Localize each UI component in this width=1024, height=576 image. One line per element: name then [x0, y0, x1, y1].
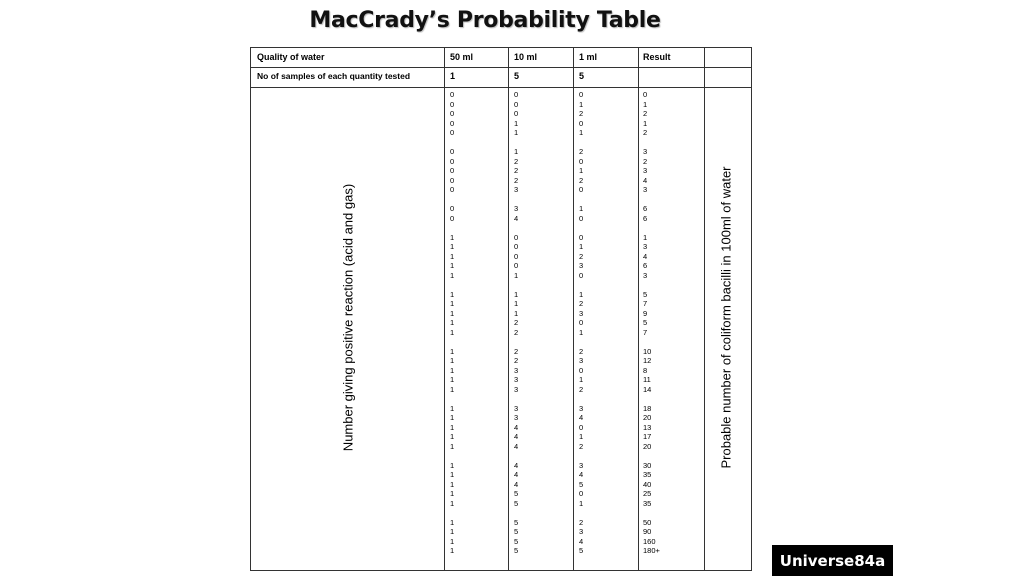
table-divider: [444, 48, 445, 570]
table-cell: 2: [579, 346, 584, 356]
table-cell: 3: [514, 403, 519, 413]
table-cell: 2: [514, 318, 519, 327]
table-cell: 0: [450, 90, 455, 99]
table-cell: 1: [643, 99, 648, 109]
column-1ml: [579, 90, 583, 565]
table-cell: 2: [514, 166, 519, 175]
value-group: [450, 290, 454, 338]
header-50ml: 50 ml: [450, 52, 474, 62]
table-cell: 180+: [643, 546, 660, 555]
table-cell: 2: [514, 346, 519, 356]
table-divider: [638, 48, 639, 570]
table-cell: 3: [514, 185, 519, 194]
table-cell: 4: [643, 175, 648, 185]
table-cell: 4: [643, 251, 648, 261]
table-cell: 1: [643, 118, 648, 128]
value-group: [579, 204, 583, 223]
table-cell: 1: [514, 299, 519, 308]
table-cell: 3: [643, 242, 648, 251]
table-cell: 1: [450, 242, 455, 251]
table-cell: 1: [450, 536, 455, 546]
value-group: [450, 461, 454, 509]
table-cell: 3: [579, 403, 584, 413]
table-cell: 0: [514, 251, 519, 261]
watermark-badge: Universe84a: [772, 545, 893, 576]
table-cell: 5: [514, 498, 519, 508]
table-cell: 1: [579, 99, 584, 109]
table-cell: 3: [643, 270, 648, 280]
table-divider: [704, 48, 705, 570]
header-10ml: 10 ml: [514, 52, 538, 62]
table-cell: 4: [514, 432, 519, 441]
probability-table: [250, 47, 752, 571]
table-cell: 4: [514, 479, 519, 489]
table-cell: 1: [450, 261, 455, 270]
table-cell: 3: [514, 204, 519, 213]
table-cell: 1: [579, 204, 584, 213]
table-cell: 4: [514, 460, 519, 470]
table-cell: 2: [514, 327, 519, 337]
table-cell: 5: [514, 546, 519, 555]
table-cell: 0: [514, 232, 519, 242]
table-cell: 10: [643, 346, 652, 356]
table-cell: 1: [450, 470, 455, 479]
table-cell: 0: [514, 90, 519, 99]
value-group: [643, 290, 660, 338]
table-cell: 1: [514, 128, 519, 137]
table-cell: 90: [643, 527, 652, 536]
column-10ml: [514, 90, 518, 565]
left-rotated-label: Number giving positive reaction (acid and gas): [340, 183, 356, 452]
table-cell: 0: [450, 118, 455, 128]
table-cell: 3: [643, 166, 648, 175]
slide-title: MacCrady’s Probability Table: [309, 8, 661, 33]
table-cell: 1: [579, 166, 584, 175]
value-group: [643, 147, 660, 195]
table-cell: 20: [643, 441, 652, 451]
table-cell: 1: [450, 441, 455, 451]
table-cell: 0: [579, 489, 584, 498]
table-cell: 5: [514, 517, 519, 527]
table-cell: 3: [514, 413, 519, 422]
value-group: [514, 404, 518, 452]
table-cell: 50: [643, 517, 652, 527]
table-cell: 5: [514, 536, 519, 546]
value-group: [579, 518, 583, 556]
table-cell: 1: [450, 489, 455, 498]
table-cell: 6: [643, 204, 648, 213]
table-cell: 0: [450, 185, 455, 194]
table-cell: 4: [579, 413, 584, 422]
value-group: [450, 204, 454, 223]
table-cell: 2: [643, 128, 648, 137]
table-cell: 3: [579, 308, 584, 318]
table-cell: 1: [450, 365, 455, 375]
table-cell: 1: [450, 232, 455, 242]
table-cell: 3: [514, 384, 519, 394]
table-cell: 2: [643, 156, 648, 166]
table-cell: 0: [643, 90, 648, 99]
value-group: [643, 347, 660, 395]
table-cell: 8: [643, 365, 648, 375]
table-cell: 0: [450, 128, 455, 137]
samples-label: No of samples of each quantity tested: [257, 71, 411, 81]
table-cell: 5: [514, 527, 519, 536]
table-cell: 2: [579, 175, 584, 185]
table-cell: 1: [643, 232, 648, 242]
table-cell: 17: [643, 432, 652, 441]
table-cell: 4: [514, 213, 519, 223]
value-group: [514, 90, 518, 138]
table-cell: 1: [450, 479, 455, 489]
table-cell: 6: [643, 213, 648, 223]
table-cell: 1: [450, 346, 455, 356]
table-cell: 0: [579, 213, 584, 223]
table-cell: 1: [450, 299, 455, 308]
value-group: [643, 461, 660, 509]
table-cell: 1: [579, 242, 584, 251]
table-cell: 1: [579, 128, 584, 137]
table-cell: 0: [514, 99, 519, 109]
table-cell: 1: [514, 289, 519, 299]
table-cell: 2: [579, 147, 584, 156]
table-cell: 1: [450, 308, 455, 318]
value-group: [579, 147, 583, 195]
table-cell: 1: [450, 403, 455, 413]
table-cell: 4: [514, 422, 519, 432]
table-cell: 0: [579, 270, 584, 280]
table-cell: 0: [579, 318, 584, 327]
table-cell: 1: [514, 147, 519, 156]
value-group: [450, 90, 454, 138]
table-cell: 1: [450, 375, 455, 384]
table-cell: 1: [450, 498, 455, 508]
header-1ml: 1 ml: [579, 52, 598, 62]
table-cell: 0: [450, 204, 455, 213]
table-cell: 14: [643, 384, 652, 394]
table-cell: 160: [643, 536, 656, 546]
table-cell: 3: [579, 460, 584, 470]
table-cell: 2: [514, 356, 519, 365]
table-cell: 2: [579, 109, 584, 118]
table-cell: 1: [450, 289, 455, 299]
table-cell: 1: [579, 432, 584, 441]
table-cell: 3: [579, 527, 584, 536]
table-cell: 1: [450, 432, 455, 441]
table-cell: 1: [514, 308, 519, 318]
value-group: [643, 233, 660, 281]
table-cell: 1: [579, 327, 584, 337]
table-cell: 0: [579, 90, 584, 99]
table-cell: 13: [643, 422, 652, 432]
value-group: [579, 90, 583, 138]
column-result: [643, 90, 660, 565]
value-group: [450, 347, 454, 395]
samples-1ml: 5: [579, 71, 585, 81]
table-cell: 5: [579, 546, 584, 555]
table-cell: 1: [450, 422, 455, 432]
value-group: [514, 347, 518, 395]
table-cell: 3: [514, 365, 519, 375]
value-group: [579, 290, 583, 338]
table-cell: 5: [514, 489, 519, 498]
table-cell: 11: [643, 375, 651, 384]
table-cell: 7: [643, 299, 648, 308]
samples-50ml: 1: [450, 71, 456, 81]
table-cell: 1: [579, 375, 584, 384]
value-group: [450, 233, 454, 281]
table-divider: [251, 67, 751, 68]
table-cell: 0: [579, 156, 584, 166]
table-divider: [251, 87, 751, 88]
table-cell: 2: [579, 251, 584, 261]
table-cell: 2: [579, 517, 584, 527]
table-cell: 1: [450, 327, 455, 337]
table-cell: 0: [450, 99, 455, 109]
table-cell: 7: [643, 327, 648, 337]
table-cell: 4: [579, 536, 584, 546]
table-cell: 2: [643, 109, 648, 118]
value-group: [579, 233, 583, 281]
table-cell: 35: [643, 498, 652, 508]
value-group: [579, 347, 583, 395]
table-cell: 30: [643, 460, 652, 470]
value-group: [450, 518, 454, 556]
table-cell: 2: [579, 441, 584, 451]
table-cell: 0: [579, 232, 584, 242]
value-group: [514, 204, 518, 223]
table-cell: 0: [450, 213, 455, 223]
table-cell: 4: [579, 470, 584, 479]
table-cell: 1: [579, 289, 584, 299]
header-result: Result: [643, 52, 671, 62]
table-cell: 0: [450, 156, 455, 166]
value-group: [514, 147, 518, 195]
table-cell: 2: [514, 175, 519, 185]
table-cell: 1: [450, 318, 455, 327]
table-cell: 0: [514, 261, 519, 270]
table-cell: 0: [579, 422, 584, 432]
table-divider: [573, 48, 574, 570]
table-cell: 1: [450, 546, 455, 555]
table-cell: 0: [514, 242, 519, 251]
value-group: [450, 404, 454, 452]
table-cell: 0: [450, 166, 455, 175]
table-cell: 3: [579, 356, 584, 365]
table-cell: 1: [450, 460, 455, 470]
table-cell: 0: [450, 109, 455, 118]
value-group: [579, 461, 583, 509]
table-cell: 4: [514, 470, 519, 479]
table-cell: 0: [514, 109, 519, 118]
table-cell: 0: [450, 147, 455, 156]
table-cell: 5: [643, 289, 648, 299]
table-cell: 1: [450, 517, 455, 527]
table-cell: 1: [514, 270, 519, 280]
value-group: [643, 204, 660, 223]
table-cell: 0: [579, 185, 584, 194]
table-cell: 18: [643, 403, 652, 413]
table-cell: 3: [643, 147, 648, 156]
table-cell: 25: [643, 489, 652, 498]
table-cell: 35: [643, 470, 652, 479]
samples-10ml: 5: [514, 71, 520, 81]
value-group: [643, 404, 660, 452]
table-cell: 1: [450, 413, 455, 422]
table-cell: 2: [514, 156, 519, 166]
value-group: [643, 90, 660, 138]
table-cell: 20: [643, 413, 652, 422]
table-cell: 9: [643, 308, 648, 318]
table-cell: 4: [514, 441, 519, 451]
table-cell: 1: [450, 384, 455, 394]
table-cell: 1: [450, 356, 455, 365]
table-cell: 1: [450, 251, 455, 261]
table-cell: 40: [643, 479, 652, 489]
table-cell: 3: [579, 261, 584, 270]
table-cell: 1: [514, 118, 519, 128]
table-cell: 12: [643, 356, 652, 365]
value-group: [514, 290, 518, 338]
table-cell: 6: [643, 261, 648, 270]
value-group: [450, 147, 454, 195]
right-rotated-label: Probable number of coliform bacilli in 100ml of water: [718, 166, 734, 469]
value-group: [514, 233, 518, 281]
table-cell: 1: [450, 527, 455, 536]
value-group: [579, 404, 583, 452]
table-cell: 1: [450, 270, 455, 280]
table-cell: 0: [579, 365, 584, 375]
value-group: [514, 461, 518, 509]
table-cell: 3: [643, 185, 648, 194]
table-cell: 1: [579, 498, 584, 508]
column-50ml: [450, 90, 454, 565]
value-group: [643, 518, 660, 556]
table-cell: 2: [579, 299, 584, 308]
table-divider: [508, 48, 509, 570]
table-cell: 0: [450, 175, 455, 185]
table-cell: 5: [643, 318, 648, 327]
table-cell: 2: [579, 384, 584, 394]
table-cell: 0: [579, 118, 584, 128]
table-cell: 5: [579, 479, 584, 489]
value-group: [514, 518, 518, 556]
table-cell: 3: [514, 375, 519, 384]
header-quality: Quality of water: [257, 52, 325, 62]
